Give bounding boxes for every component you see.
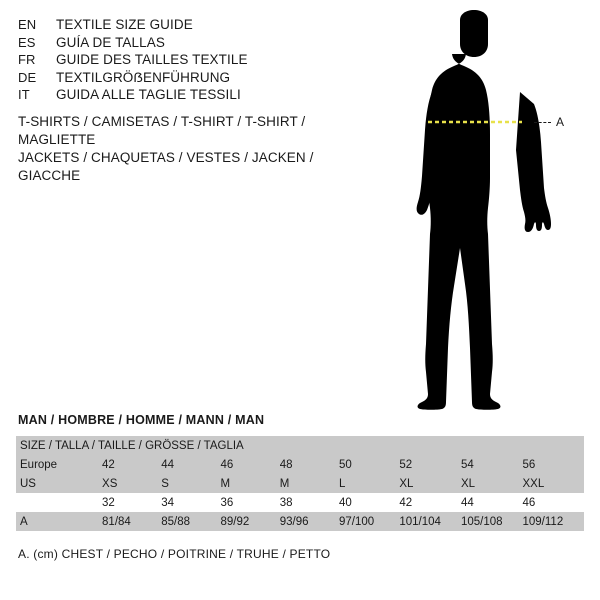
garment-category-block	[18, 113, 378, 185]
cell: M	[280, 474, 339, 493]
row-label: Europe	[16, 455, 102, 474]
row-label: US	[16, 474, 102, 493]
language-code: DE	[18, 69, 37, 85]
cell: M	[221, 474, 280, 493]
language-row	[18, 86, 348, 104]
cell: 81/84	[102, 512, 161, 531]
table-row	[16, 493, 584, 512]
language-title: TEXTILE SIZE GUIDE	[56, 17, 193, 32]
cell: 42	[102, 455, 161, 474]
size-table	[16, 436, 584, 531]
cell: 46	[523, 493, 585, 512]
cell: 44	[161, 455, 220, 474]
cell: 42	[399, 493, 461, 512]
cell: S	[161, 474, 220, 493]
footnote-chest-measure: A. (cm) CHEST / PECHO / POITRINE / TRUHE / PETTO	[18, 547, 331, 561]
cell: 48	[280, 455, 339, 474]
cell: XXL	[523, 474, 585, 493]
language-code: FR	[18, 52, 36, 67]
cell: 50	[339, 455, 399, 474]
male-silhouette-figure	[398, 10, 588, 410]
category-tshirts: T-SHIRTS / CAMISETAS / T-SHIRT / T-SHIRT / MAGLIETTE	[18, 114, 306, 147]
language-row	[18, 51, 348, 69]
cell: 109/112	[523, 512, 585, 531]
category-jackets: JACKETS / CHAQUETAS / VESTES / JACKEN / GIACCHE	[18, 150, 314, 183]
table-row	[16, 455, 584, 474]
language-title: GUIDE DES TAILLES TEXTILE	[56, 52, 248, 67]
cell: L	[339, 474, 399, 493]
cell: 46	[221, 455, 280, 474]
cell: 54	[461, 455, 523, 474]
language-row	[18, 69, 348, 87]
gender-header: MAN / HOMBRE / HOMME / MANN / MAN	[18, 413, 265, 427]
cell: 52	[399, 455, 461, 474]
cell: XL	[399, 474, 461, 493]
language-code: ES	[18, 34, 36, 50]
cell: 40	[339, 493, 399, 512]
cell: 44	[461, 493, 523, 512]
size-table-header-label: SIZE / TALLA / TAILLE / GRÖSSE / TAGLIA	[16, 436, 584, 455]
cell: 93/96	[280, 512, 339, 531]
cell: 34	[161, 493, 220, 512]
language-title-block	[18, 16, 348, 104]
table-row-header	[16, 436, 584, 455]
language-title: GUIDA ALLE TAGLIE TESSILI	[56, 87, 241, 102]
language-code: EN	[18, 17, 37, 32]
language-title: GUÍA DE TALLAS	[56, 34, 165, 50]
table-row	[16, 512, 584, 531]
table-row	[16, 474, 584, 493]
language-code: IT	[18, 87, 30, 102]
row-label: A	[16, 512, 102, 531]
cell: 38	[280, 493, 339, 512]
cell: 32	[102, 493, 161, 512]
cell: 101/104	[399, 512, 461, 531]
cell: 97/100	[339, 512, 399, 531]
language-row	[18, 16, 348, 34]
cell: 89/92	[221, 512, 280, 531]
cell: XL	[461, 474, 523, 493]
language-title: TEXTILGRÖẞENFÜHRUNG	[56, 69, 231, 85]
row-label	[16, 493, 102, 512]
cell: 56	[523, 455, 585, 474]
cell: 105/108	[461, 512, 523, 531]
cell: XS	[102, 474, 161, 493]
measure-label-a: A	[556, 115, 565, 129]
cell: 85/88	[161, 512, 220, 531]
language-row	[18, 34, 348, 52]
cell: 36	[221, 493, 280, 512]
measure-leader-line	[534, 122, 551, 123]
